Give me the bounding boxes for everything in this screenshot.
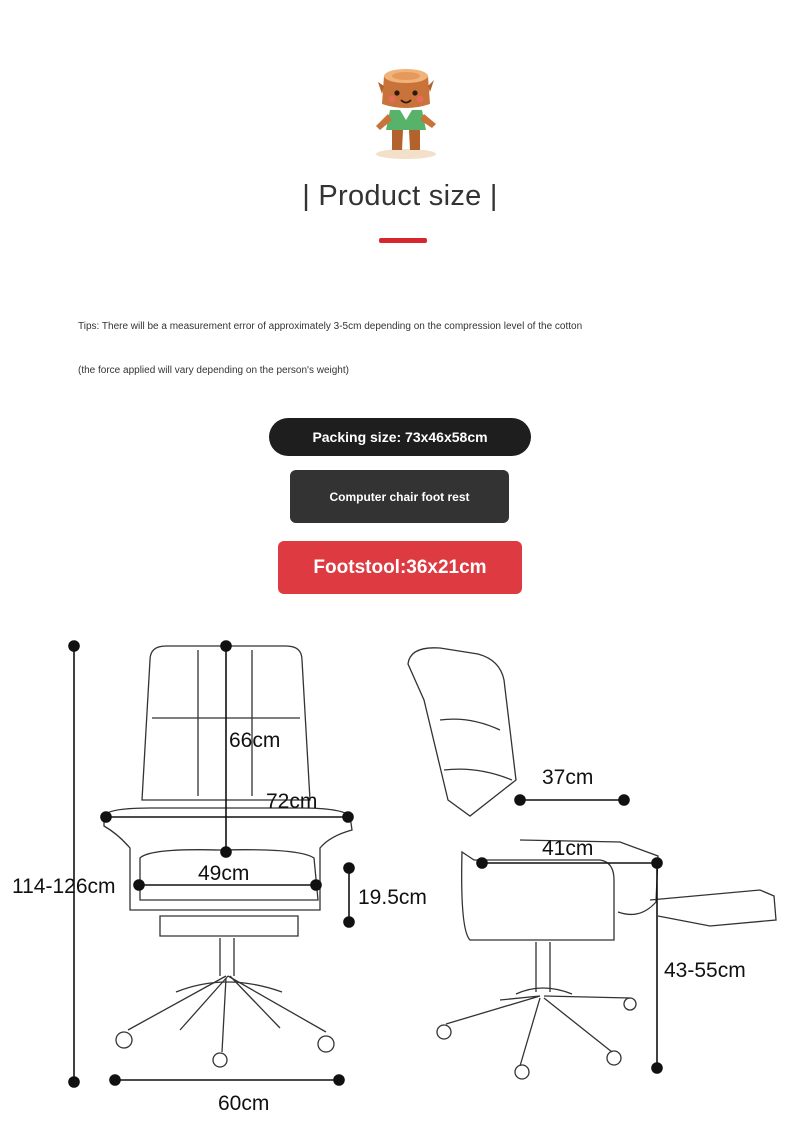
seat-thickness-label: 19.5cm (358, 886, 427, 909)
title-underline (379, 238, 427, 243)
seat-width-label: 49cm (198, 862, 250, 885)
foot-rest-badge: Computer chair foot rest (290, 470, 509, 523)
seat-height-label: 43-55cm (664, 959, 746, 982)
chair-dimension-drawing (0, 620, 800, 1143)
total-height-label: 114-126cm (12, 875, 116, 898)
page-title: | Product size | (302, 180, 498, 212)
packing-size-badge: Packing size: 73x46x58cm (269, 418, 531, 456)
backrest-height-label: 66cm (229, 729, 281, 752)
tip-line-2: (the force applied will vary depending on the person's weight) (78, 365, 349, 376)
seat-depth-label: 41cm (542, 837, 594, 860)
tip-line-1: Tips: There will be a measurement error of approximately 3-5cm depending on the compression level of the cotton (78, 321, 583, 332)
tree-stump-mascot-icon (370, 64, 442, 160)
base-width-label: 60cm (218, 1092, 270, 1115)
side-depth-top-label: 37cm (542, 766, 594, 789)
footstool-size-badge: Footstool:36x21cm (278, 541, 522, 594)
dimension-lines (69, 641, 662, 1087)
dimension-labels (12, 729, 746, 1115)
armrest-width-label: 72cm (266, 790, 318, 813)
